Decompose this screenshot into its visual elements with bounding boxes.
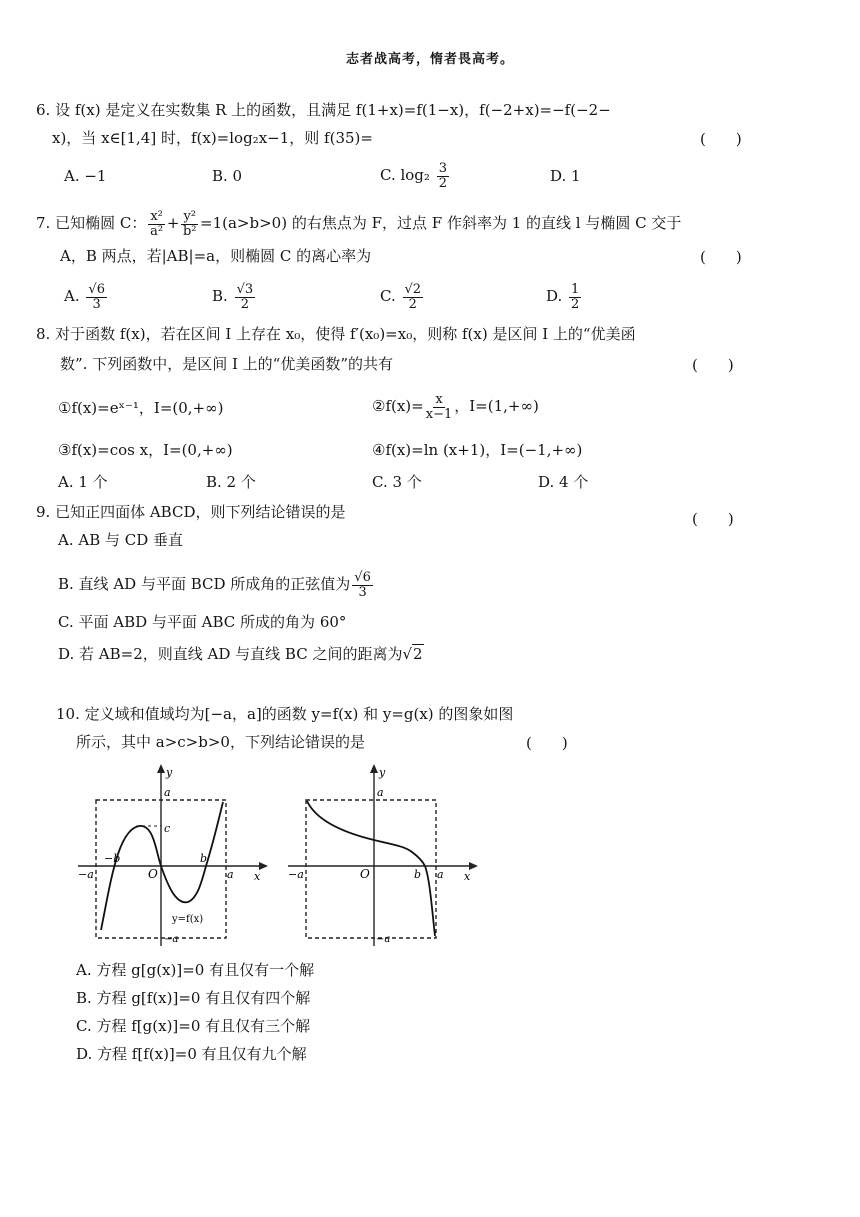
q7-answer-paren: ( ) xyxy=(700,248,742,266)
q9-option-d-rad: 2 xyxy=(413,645,423,663)
q7-option-b xyxy=(212,276,257,316)
q6-option-c-prefix: C. log₂ xyxy=(380,166,430,184)
graph-g-a-right: a xyxy=(437,868,444,881)
graph-f xyxy=(76,760,276,950)
q7-option-d-den: 2 xyxy=(571,296,580,312)
q7-a2: a² xyxy=(150,223,164,239)
q10-option-b: B. 方程 g[f(x)]=0 有且仅有四个解 xyxy=(76,989,311,1007)
q6-option-c-den: 2 xyxy=(438,175,447,191)
q9-option-d-text: D. 若 AB=2，则直线 AD 与直线 BC 之间的距离为 xyxy=(58,645,403,663)
q6-option-c xyxy=(380,156,451,194)
graph-g-y-label: y xyxy=(379,766,386,779)
q7-option-b-rad: 3 xyxy=(244,281,254,297)
q7-option-a-label: A. xyxy=(64,287,80,305)
graph-f-a-right: a xyxy=(227,868,234,881)
q9-option-d-sqrt: √2 xyxy=(402,645,423,663)
q10-option-a: A. 方程 g[g(x)]=0 有且仅有一个解 xyxy=(76,961,315,979)
graph-f-x-label: x xyxy=(254,870,261,883)
q7-line1-a: 7. 已知椭圆 C： xyxy=(36,214,147,232)
q7-option-c xyxy=(380,276,425,316)
graph-g-origin: O xyxy=(360,867,370,881)
q10-line2: 所示，其中 a>c>b>0，下列结论错误的是 xyxy=(76,733,365,751)
q7-y-fraction xyxy=(181,210,198,239)
q7-line1: 7. 已知椭圆 C： $\frac{\text{x²}}{\text{a²}}$ + $\frac{\text{y²}}{\text{b²}}$ =1(a>b>0) 的右焦点为 F，过点 F 作斜率为 1 的直线 l 与椭圆 C 交于 xyxy=(36,208,682,239)
q8-option-c: C. 3 个 xyxy=(372,473,422,491)
graph-g-y-arrow xyxy=(370,764,378,773)
q9-option-b xyxy=(58,564,375,604)
graph-g-x-label: x xyxy=(464,870,471,883)
q7-option-d-label: D. xyxy=(546,287,563,305)
q7-option-b-fraction: $\frac{√3}{2}$ xyxy=(236,281,254,312)
q9-option-b-den: 3 xyxy=(358,584,367,600)
q8-line1: 8. 对于函数 f(x)，若在区间 I 上存在 x₀，使得 f′(x₀)=x₀，则称 f(x) 是区间 I 上的“优美函 xyxy=(36,325,636,343)
q6-option-c-num: 3 xyxy=(438,160,447,176)
q7-option-d xyxy=(546,276,583,316)
graph-g xyxy=(286,760,486,950)
page-motto: 志者战高考，惰者畏高考。 xyxy=(345,52,514,67)
q7-option-b-label: B. xyxy=(212,287,228,305)
q7-b2: b² xyxy=(182,223,197,239)
q10-line1: 10. 定义域和值域均为[−a，a]的函数 y=f(x) 和 y=g(x) 的图象如图 xyxy=(56,705,514,723)
q7-option-a-fraction: $\frac{√6}{3}$ xyxy=(88,281,105,312)
graph-f-neg-a-bottom: −a xyxy=(164,934,179,945)
q8-option-a: A. 1 个 xyxy=(58,473,108,491)
q9-option-b-fraction: $\frac{√6}{3}$ xyxy=(354,569,371,600)
graph-f-b: b xyxy=(200,852,208,865)
q9-option-d xyxy=(58,644,424,664)
q8-func-2-a: ②f(x)= xyxy=(372,397,424,415)
q7-option-d-num: 1 xyxy=(571,281,580,297)
q9-option-a: A. AB 与 CD 垂直 xyxy=(58,531,184,549)
q8-func-3: ③f(x)=cos x，I=(0,+∞) xyxy=(58,441,233,459)
q8-func-2-num: x xyxy=(435,391,443,407)
graph-f-neg-b: −b xyxy=(104,852,121,865)
q7-option-d-fraction xyxy=(569,283,581,312)
q7-x2: x² xyxy=(150,208,163,224)
q8-answer-paren: ( ) xyxy=(692,356,734,374)
q8-func-1: ①f(x)=eˣ⁻¹，I=(0,+∞) xyxy=(58,399,224,417)
q9-option-c: C. 平面 ABD 与平面 ABC 所成的角为 60° xyxy=(58,613,347,631)
q8-func-2 xyxy=(372,386,539,426)
q8-func-2-b: ，I=(1,+∞) xyxy=(454,397,539,415)
q10-option-d: D. 方程 f[f(x)]=0 有且仅有九个解 xyxy=(76,1045,307,1063)
q8-option-d: D. 4 个 xyxy=(538,473,589,491)
q7-option-c-fraction: $\frac{√2}{2}$ xyxy=(404,281,422,312)
q9-option-b-text: B. 直线 AD 与平面 BCD 所成角的正弦值为 xyxy=(58,575,351,593)
q6-option-d: D. 1 xyxy=(550,167,581,185)
q8-line2: 数”. 下列函数中，是区间 I 上的“优美函数”的共有 xyxy=(60,355,394,373)
q8-func-4: ④f(x)=ln (x+1)，I=(−1,+∞) xyxy=(372,441,583,459)
graph-g-b: b xyxy=(414,868,422,881)
graph-f-x-arrow xyxy=(259,862,268,870)
q9-stem: 9. 已知正四面体 ABCD，则下列结论错误的是 xyxy=(36,503,346,521)
graph-f-y-arrow xyxy=(157,764,165,773)
q8-func-2-den: x−1 xyxy=(425,406,453,422)
q6-option-a: A. −1 xyxy=(64,167,107,185)
q10-answer-paren: ( ) xyxy=(526,734,568,752)
graph-g-neg-a-bottom: −a xyxy=(376,934,391,945)
q7-option-a xyxy=(64,276,109,316)
q7-option-c-rad: 2 xyxy=(412,281,422,297)
q6-line1: 6. 设 f(x) 是定义在实数集 R 上的函数，且满足 f(1+x)=f(1−x)，f(−2+x)=−f(−2− xyxy=(36,101,611,119)
q7-y2: y² xyxy=(183,208,197,224)
graph-f-a-top: a xyxy=(164,786,171,799)
q7-option-c-den: 2 xyxy=(408,296,417,312)
q6-answer-paren: ( ) xyxy=(700,130,742,148)
q7-option-b-den: 2 xyxy=(240,296,249,312)
q7-option-a-den: 3 xyxy=(92,296,101,312)
q7-line2: A，B 两点，若|AB|=a，则椭圆 C 的离心率为 xyxy=(60,247,372,265)
q9-option-b-rad: 6 xyxy=(362,569,371,585)
graph-f-neg-a: −a xyxy=(78,868,94,881)
q7-x-fraction xyxy=(148,210,165,239)
q7-line1-b: =1(a>b>0) 的右焦点为 F，过点 F 作斜率为 1 的直线 l 与椭圆 C 交于 xyxy=(200,214,682,232)
q6-option-c-fraction xyxy=(437,162,449,191)
q8-option-b: B. 2 个 xyxy=(206,473,256,491)
graph-f-c-label: c xyxy=(164,822,171,835)
graph-g-neg-a: −a xyxy=(288,868,304,881)
graph-f-y-label: y xyxy=(166,766,173,779)
graph-f-caption: y=f(x) xyxy=(172,914,204,925)
graph-g-a-top: a xyxy=(377,786,384,799)
q6-option-b: B. 0 xyxy=(212,167,243,185)
q8-func-2-fraction xyxy=(426,393,453,422)
q9-answer-paren: ( ) xyxy=(692,510,734,528)
q10-option-c: C. 方程 f[g(x)]=0 有且仅有三个解 xyxy=(76,1017,311,1035)
graph-f-origin: O xyxy=(148,867,158,881)
q7-option-c-label: C. xyxy=(380,287,396,305)
q7-option-a-rad: 6 xyxy=(96,281,105,297)
q6-line2: x)，当 x∈[1,4] 时，f(x)=log₂x−1，则 f(35)= xyxy=(52,129,373,147)
graph-g-x-arrow xyxy=(469,862,478,870)
